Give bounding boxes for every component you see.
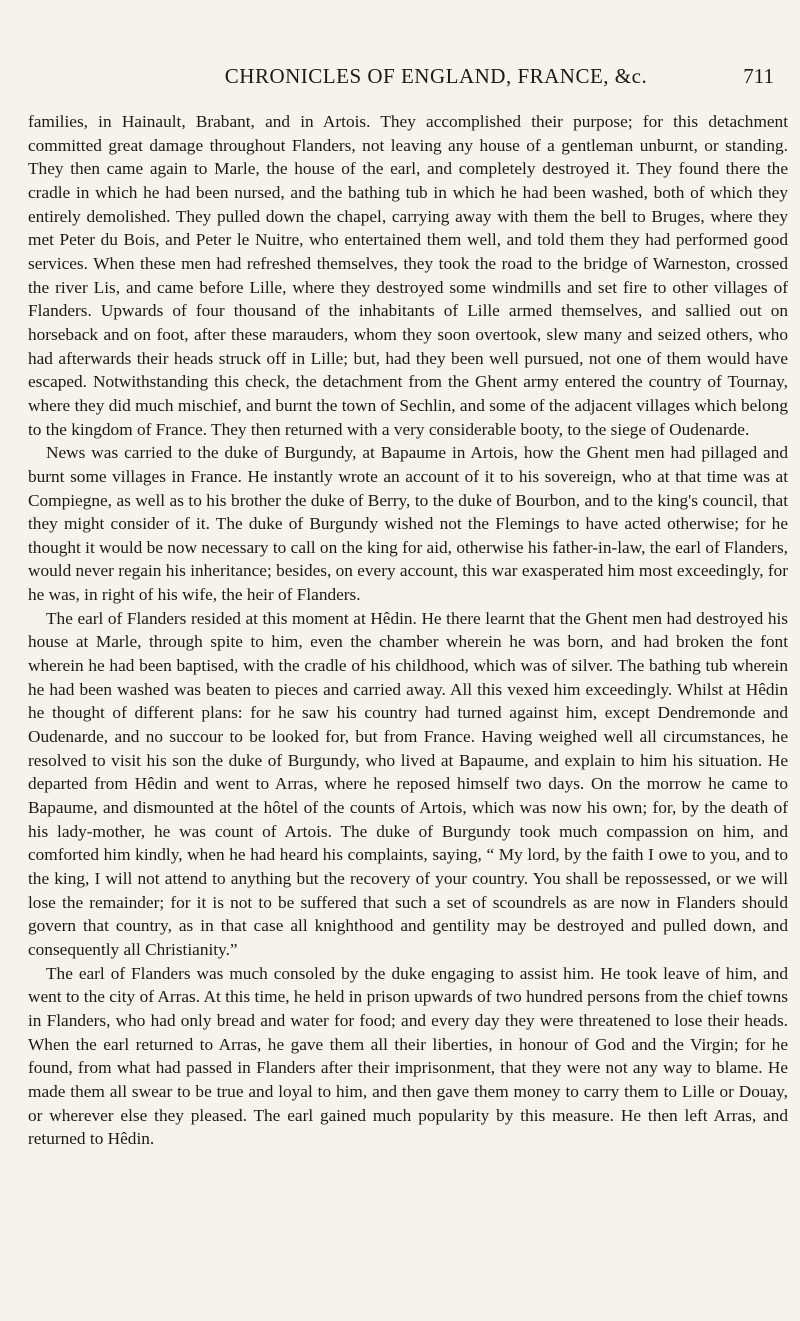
body-text [28,110,788,1151]
paragraph-1: families, in Hainault, Brabant, and in Artois. They accomplished their purpose; for this detachment committed great damage throughout Flanders, not leaving any house of a gentleman unburnt, or standing. They then came again to Marle, the house of the earl, and completely destroyed it. They found there the cradle in which he had been nursed, and the bathing tub in which he had been washed, both of which they entirely demolished. They pulled down the chapel, carrying away with them the bell to Bruges, where they met Peter du Bois, and Peter le Nuitre, who entertained them well, and told them they had performed good services. When these men had refreshed themselves, they took the road to the bridge of Warneston, crossed the river Lis, and came before Lille, where they destroyed some windmills and set fire to other villages of Flanders. Upwards of four thousand of the inhabitants of Lille armed themselves, and sallied out on horseback and on foot, after these marauders, whom they soon overtook, slew many and seized others, who had afterwards their heads struck off in Lille; but, had they been well pursued, not one of them would have escaped. Notwithstanding this check, the detachment from the Ghent army entered the country of Tournay, where they did much mischief, and burnt the town of Sechlin, and some of the adjacent villages which belong to the kingdom of France. They then returned with a very considerable booty, to the siege of Oudenarde. [28,112,788,439]
paragraph-4: The earl of Flanders was much consoled by the duke engaging to assist him. He took leave of him, and went to the city of Arras. At this time, he held in prison upwards of two hundred persons from the chief towns in Flanders, who had only bread and water for food; and every day they were threatened to lose their heads. When the earl returned to Arras, he gave them all their liberties, in honour of God and the Virgin; for he found, from what had passed in Flanders after their imprisonment, that they were not any way to blame. He made them all swear to be true and loyal to him, and then gave them money to carry them to Lille or Douay, or wherever else they pleased. The earl gained much popularity by this measure. He then left Arras, and returned to Hêdin. [28,963,788,1149]
page-number: 711 [743,64,774,88]
running-title: CHRONICLES OF ENGLAND, FRANCE, &c. [224,64,648,88]
paragraph-2: News was carried to the duke of Burgundy, at Bapaume in Artois, how the Ghent men had pillaged and burnt some villages in France. He instantly wrote an account of it to his sovereign, who at that time was at Compiegne, as well as to his brother the duke of Berry, to the duke of Bourbon, and to the king's council, that they might consider of it. The duke of Burgundy wished not the Flemings to have acted otherwise; for he thought it would be now necessary to call on the king for aid, otherwise his father-in-law, the earl of Flanders, would never regain his inheritance; besides, on every account, this war exasperated him most exceedingly, for he was, in right of his wife, the heir of Flanders. [28,443,788,605]
paragraph-3: The earl of Flanders resided at this moment at Hêdin. He there learnt that the Ghent men had destroyed his house at Marle, through spite to him, even the chamber wherein he was born, and had broken the font wherein he had been baptised, with the cradle of his childhood, which was of silver. The bathing tub wherein he had been washed was beaten to pieces and carried away. All this vexed him exceedingly. Whilst at Hêdin he thought of different plans: for he saw his country had turned against him, except Dendremonde and Oudenarde, and no succour to be looked for, but from France. Having weighed well all circumstances, he resolved to visit his son the duke of Burgundy, who lived at Bapaume, and explain to him his situation. He departed from Hêdin and went to Arras, where he reposed himself two days. On the morrow he came to Bapaume, and dismounted at the hôtel of the counts of Artois, which was now his own; for, by the death of his lady-mother, he was count of Artois. The duke of Burgundy took much compassion on him, and comforted him kindly, when he had heard his complaints, saying, “ My lord, by the faith I owe to you, and to the king, I will not attend to anything but the recovery of your country. You shall be repossessed, or we will lose the remainder; for it is not to be suffered that such a set of scoundrels as are now in Flanders should govern that country, as in that case all knighthood and gentility may be destroyed and pulled down, and consequently all Christianity.” [28,608,788,959]
running-head [98,62,774,90]
